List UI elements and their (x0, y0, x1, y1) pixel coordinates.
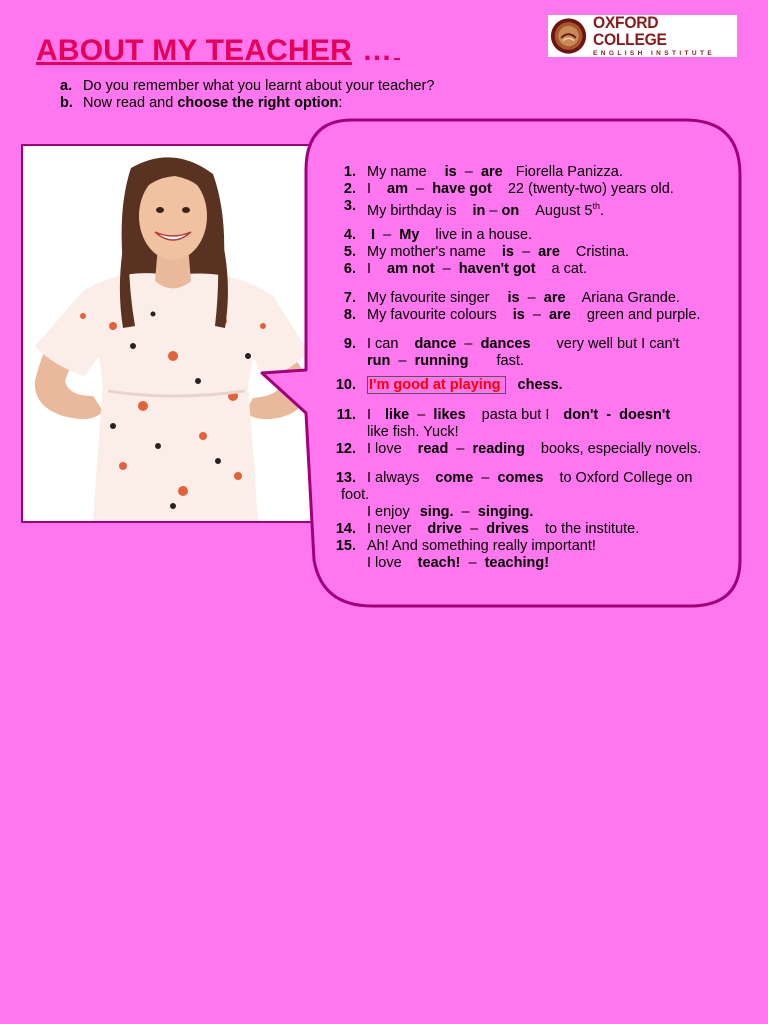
item-text (367, 424, 459, 441)
option-separator: – (383, 227, 392, 243)
option-b[interactable]: singing. (477, 504, 534, 520)
option-a[interactable]: like (385, 407, 410, 423)
text-part: I (367, 181, 372, 197)
item-text (367, 307, 701, 324)
text-part: pasta but I (481, 407, 550, 423)
instruction-text-part: : (338, 95, 343, 111)
item-number: 15. (335, 538, 356, 554)
item-text (367, 181, 674, 198)
text-part: August 5 (535, 202, 593, 219)
option-a[interactable]: is (507, 290, 520, 306)
item-number: 1. (343, 164, 356, 180)
option-b[interactable]: reading (472, 441, 525, 457)
item-text (367, 290, 680, 307)
option-a[interactable]: dance (414, 336, 457, 352)
item-number: 3. (343, 198, 356, 214)
text-part: My birthday is (367, 202, 457, 219)
option-separator: – (456, 441, 465, 457)
option-b[interactable]: My (399, 227, 420, 243)
item-number: 11. (336, 407, 356, 423)
logo-name: OXFORD COLLEGE (593, 13, 667, 50)
option-separator: – (416, 181, 425, 197)
option-separator: – (481, 470, 490, 486)
item-text (367, 441, 701, 458)
option-separator: – (464, 164, 473, 180)
text-part: Fiorella Panizza. (515, 164, 623, 180)
text-part: I can (367, 336, 399, 352)
item-text (367, 244, 629, 261)
text-part: Ah! And something really important! (367, 538, 596, 554)
item-number: 5. (343, 244, 356, 260)
option-b[interactable]: are (538, 244, 560, 260)
option-separator: – (489, 202, 498, 219)
text-part: Ariana Grande. (581, 290, 680, 306)
option-a[interactable]: is (501, 244, 514, 260)
text-part: a cat. (551, 261, 587, 277)
item-text (367, 353, 524, 370)
option-a[interactable]: am (387, 181, 408, 197)
option-a[interactable]: come (435, 470, 474, 486)
option-pair[interactable]: don't - doesn't (563, 407, 671, 423)
option-b[interactable]: likes (433, 407, 466, 423)
item-number: 12. (335, 441, 356, 457)
item-text (367, 470, 692, 487)
item-number: 14. (335, 521, 356, 537)
text-part: fast. (496, 353, 524, 369)
text-part: I always (367, 470, 420, 486)
option-separator: – (442, 261, 451, 277)
text-part: very well but I can't (556, 336, 680, 352)
item-text (367, 504, 533, 521)
ordinal-suffix: th (592, 201, 600, 211)
option-separator: – (468, 555, 477, 571)
text-part: green and purple. (586, 307, 701, 323)
option-separator: – (521, 244, 531, 260)
option-separator: – (464, 336, 473, 352)
option-a[interactable]: drive (427, 521, 463, 537)
option-separator: – (470, 521, 479, 537)
item-text (367, 227, 532, 244)
text-part: 22 (twenty-two) years old. (507, 181, 674, 197)
text-part: Cristina. (575, 244, 630, 260)
item-number: 4. (343, 227, 356, 243)
text-part: My favourite singer (367, 290, 490, 306)
option-b[interactable]: comes (497, 470, 544, 486)
text-part: My mother's name (367, 244, 486, 260)
text-part: I (367, 407, 372, 423)
option-a[interactable]: teach! (417, 555, 461, 571)
option-b[interactable]: drives (486, 521, 529, 537)
item-number: 8. (343, 307, 356, 323)
item-number: 7. (343, 290, 356, 306)
instruction-text-bold: choose the right option (177, 95, 339, 111)
item-text (367, 555, 549, 572)
text-part: like fish. Yuck! (367, 424, 459, 440)
item-number: 13. (335, 470, 356, 486)
item-text (367, 164, 623, 181)
option-a[interactable]: is (512, 307, 525, 323)
item-text (367, 407, 670, 424)
text-part: I never (367, 521, 412, 537)
item-number: 2. (343, 181, 356, 197)
option-separator: – (417, 407, 426, 423)
option-b[interactable]: are (543, 290, 566, 306)
option-a[interactable]: read (417, 441, 449, 457)
option-b[interactable]: have got (432, 181, 492, 197)
title-dots: … (362, 34, 393, 67)
option-b[interactable]: haven't got (458, 261, 536, 277)
option-b[interactable]: are (480, 164, 503, 180)
text-part: foot. (341, 487, 370, 503)
text-part: My name (367, 164, 427, 180)
text-part: I love (367, 441, 402, 457)
text-part: My favourite colours (367, 307, 497, 323)
list-item-continuation (341, 487, 369, 504)
option-separator: – (532, 307, 541, 323)
text-part: chess. (517, 377, 563, 393)
option-separator: – (461, 504, 470, 520)
option-b[interactable]: running (414, 353, 469, 369)
text-part: to Oxford College on (559, 470, 693, 486)
item-text (367, 538, 596, 555)
option-a[interactable]: run (367, 353, 391, 369)
option-a[interactable]: is (444, 164, 457, 180)
option-a[interactable]: I (371, 227, 376, 243)
text-part: to the institute. (544, 521, 640, 537)
option-a[interactable]: am not (387, 261, 435, 277)
option-a[interactable]: in (472, 202, 486, 219)
option-b[interactable]: are (549, 307, 571, 323)
item-text (367, 261, 587, 278)
item-number: 6. (343, 261, 356, 277)
instruction-text: Do you remember what you learnt about your teacher? (83, 78, 435, 94)
option-b[interactable]: teaching! (484, 555, 550, 571)
option-separator: – (527, 290, 536, 306)
instruction-letter: a. (60, 78, 73, 94)
option-b[interactable]: dances (480, 336, 531, 352)
text-part: I (367, 261, 372, 277)
text-part: books, especially novels. (540, 441, 702, 457)
text-part: I love (367, 555, 402, 571)
option-b[interactable]: on (501, 202, 520, 219)
item-text (367, 377, 563, 394)
item-text: My birthday is in – on August 5th. (367, 201, 604, 219)
item-text (367, 521, 639, 538)
answer-box[interactable]: I'm good at playing (367, 376, 506, 394)
title-text: ABOUT MY TEACHER (36, 34, 352, 67)
text-part: live in a house. (435, 227, 533, 243)
instruction-text-part: Now read and (83, 95, 178, 111)
logo-subtitle: ENGLISH INSTITUTE (593, 50, 716, 58)
text-part: I enjoy (367, 504, 410, 520)
instruction-letter: b. (60, 95, 73, 111)
option-separator: – (398, 353, 407, 369)
item-number: 10. (335, 377, 356, 393)
item-text (367, 336, 679, 353)
option-a[interactable]: sing. (419, 504, 454, 520)
item-number: 9. (343, 336, 356, 352)
